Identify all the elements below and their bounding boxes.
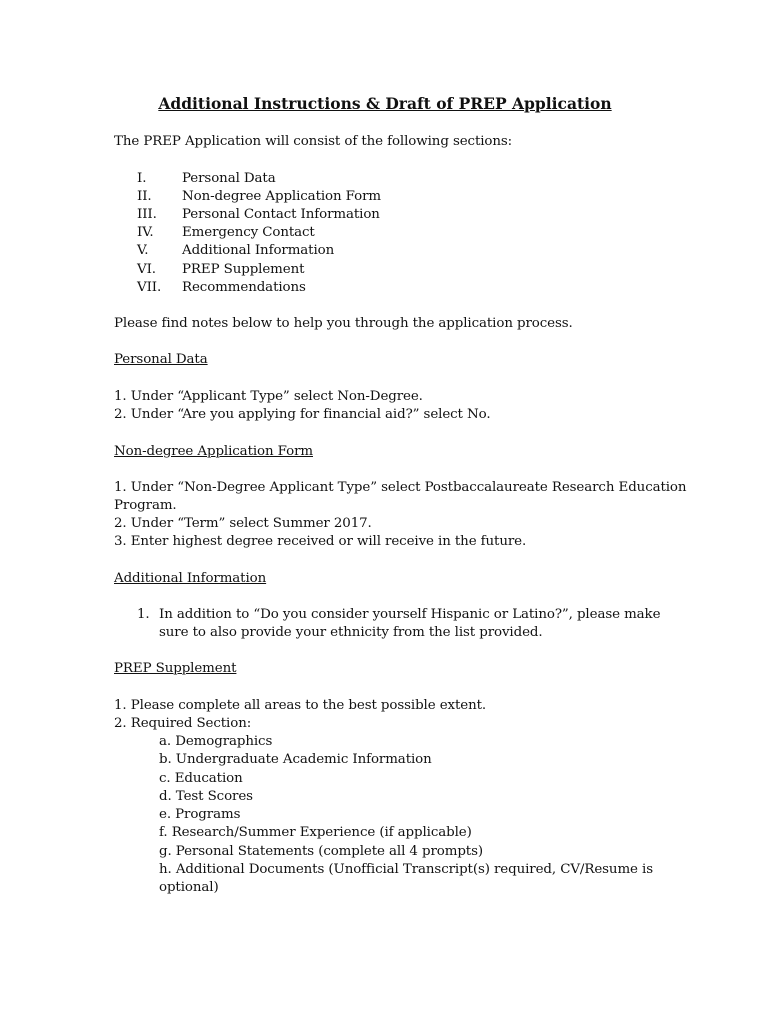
- page-title: Additional Instructions & Draft of PREP Application: [158, 94, 612, 113]
- section-label: Recommendations: [182, 280, 306, 295]
- section-number: I.: [137, 171, 147, 186]
- additional-heading: Additional Information: [114, 571, 267, 586]
- supplement-subitem: f. Research/Summer Experience (if applicable): [159, 825, 472, 840]
- section-number: III.: [137, 207, 157, 222]
- nondegree-heading: Non-degree Application Form: [114, 444, 313, 459]
- section-label: PREP Supplement: [182, 262, 305, 277]
- section-label: Non-degree Application Form: [182, 189, 381, 204]
- section-number: VI.: [137, 262, 156, 277]
- nondegree-line: 3. Enter highest degree received or will receive in the future.: [114, 534, 527, 549]
- section-number: IV.: [137, 225, 154, 240]
- intro-text: The PREP Application will consist of the following sections:: [114, 134, 513, 149]
- section-label: Personal Contact Information: [182, 207, 380, 222]
- personal-data-item: 2. Under “Are you applying for financial aid?” select No.: [114, 407, 491, 422]
- personal-data-heading: Personal Data: [114, 352, 208, 367]
- supplement-subitem: e. Programs: [159, 807, 241, 822]
- supplement-subitem: optional): [159, 880, 219, 895]
- additional-line: sure to also provide your ethnicity from the list provided.: [159, 625, 543, 640]
- supplement-subitem: d. Test Scores: [159, 789, 253, 804]
- section-number: II.: [137, 189, 152, 204]
- supplement-heading: PREP Supplement: [114, 661, 237, 676]
- personal-data-item: 1. Under “Applicant Type” select Non-Degree.: [114, 389, 423, 404]
- additional-line: In addition to “Do you consider yourself Hispanic or Latino?”, please make: [159, 607, 661, 622]
- supplement-item: 1. Please complete all areas to the best possible extent.: [114, 698, 487, 713]
- nondegree-line: 1. Under “Non-Degree Applicant Type” select Postbaccalaureate Research Education: [114, 480, 687, 495]
- section-number: V.: [137, 243, 149, 258]
- section-label: Additional Information: [182, 243, 335, 258]
- notes-intro: Please find notes below to help you through the application process.: [114, 316, 573, 331]
- section-label: Personal Data: [182, 171, 276, 186]
- section-label: Emergency Contact: [182, 225, 315, 240]
- section-number: VII.: [137, 280, 162, 295]
- supplement-subitem: h. Additional Documents (Unofficial Transcript(s) required, CV/Resume is: [159, 862, 653, 877]
- supplement-item: 2. Required Section:: [114, 716, 252, 731]
- supplement-subitem: a. Demographics: [159, 734, 273, 749]
- supplement-subitem: c. Education: [159, 771, 243, 786]
- nondegree-line: 2. Under “Term” select Summer 2017.: [114, 516, 372, 531]
- supplement-subitem: g. Personal Statements (complete all 4 prompts): [159, 844, 483, 859]
- additional-number: 1.: [137, 607, 150, 622]
- supplement-subitem: b. Undergraduate Academic Information: [159, 752, 432, 767]
- nondegree-line: Program.: [114, 498, 177, 513]
